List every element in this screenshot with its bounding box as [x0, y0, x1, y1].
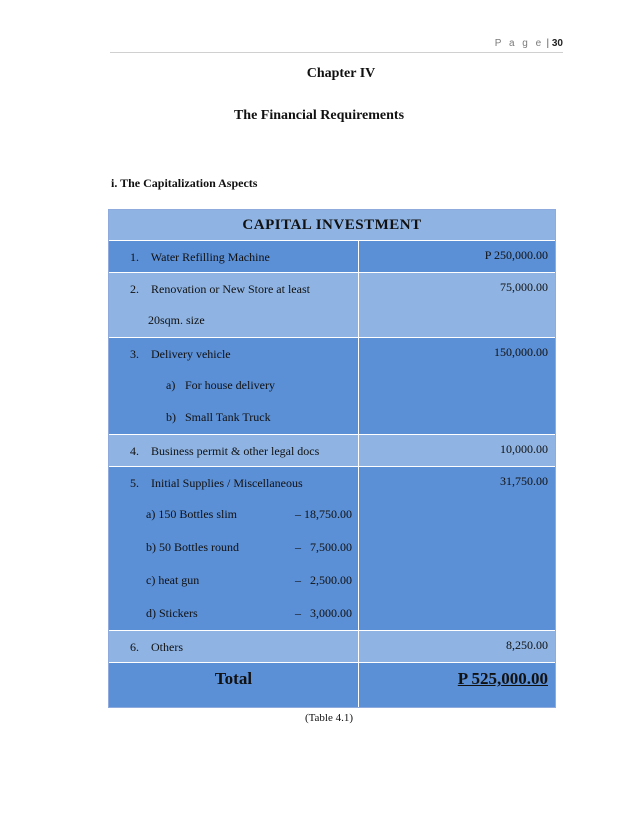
item-cell [109, 467, 359, 630]
sub-item-letter: b) [166, 410, 176, 424]
supply-value: – 18,750.00 [295, 507, 352, 521]
supply-label: d) Stickers [146, 606, 198, 620]
supply-value: – 3,000.00 [295, 606, 352, 620]
supply-label: a) 150 Bottles slim [146, 507, 237, 521]
item-label: Delivery vehicle [151, 347, 231, 361]
supply-label: c) heat gun [146, 573, 200, 587]
supply-item [109, 597, 358, 630]
sub-item [109, 369, 358, 401]
table-title: CAPITAL INVESTMENT [242, 216, 422, 233]
item-number: 3. [130, 347, 139, 361]
supply-value: – 7,500.00 [295, 540, 352, 554]
chapter-subtitle: The Financial Requirements [233, 108, 405, 123]
amount-cell: 75,000.00 [500, 280, 548, 294]
item-number: 5. [130, 476, 139, 490]
section-heading: i. The Capitalization Aspects [111, 176, 258, 190]
item-number: 1. [130, 250, 139, 264]
page-header [495, 38, 563, 49]
total-row [109, 663, 555, 707]
table-row [109, 338, 555, 435]
supply-item [109, 531, 358, 564]
header-rule [110, 52, 563, 53]
item-label: Renovation or New Store at least [151, 282, 310, 296]
table-caption: (Table 4.1) [304, 712, 354, 724]
capital-investment-table [108, 209, 556, 708]
supply-item [109, 564, 358, 597]
item-number: 2. [130, 282, 139, 296]
item-label: Water Refilling Machine [150, 250, 270, 264]
amount-cell: 31,750.00 [500, 474, 548, 488]
total-amount: P 525,000.00 [457, 669, 548, 688]
supply-value: – 2,500.00 [295, 573, 352, 587]
amount-cell: 10,000.00 [500, 442, 548, 456]
table-row [109, 273, 555, 338]
table-row [109, 631, 555, 663]
table-title-row [109, 210, 555, 241]
supply-label: b) 50 Bottles round [146, 540, 239, 554]
item-number: 6. [130, 640, 139, 654]
item-number: 4. [130, 444, 139, 458]
sub-item-label: For house delivery [185, 378, 275, 392]
table-row [109, 467, 555, 631]
table-row [109, 435, 555, 467]
item-cell [109, 241, 359, 272]
item-cell [109, 338, 359, 434]
page-number: 30 [551, 38, 563, 49]
item-label-continued: 20sqm. size [148, 313, 205, 327]
total-label: Total [109, 663, 359, 707]
item-label: Business permit & other legal docs [151, 444, 320, 458]
item-label: Initial Supplies / Miscellaneous [151, 476, 303, 490]
amount-cell: 150,000.00 [494, 345, 548, 359]
item-cell [109, 273, 359, 337]
table-row [109, 241, 555, 273]
sub-item-label: Small Tank Truck [185, 410, 271, 424]
item-cell [109, 435, 359, 466]
item-cell [109, 631, 359, 662]
sub-item-letter: a) [166, 378, 176, 392]
sub-item [109, 401, 358, 434]
amount-cell: 8,250.00 [506, 638, 548, 652]
page-word: P a g e [494, 38, 544, 49]
chapter-title: Chapter IV [306, 66, 376, 81]
item-label: Others [151, 640, 183, 654]
supply-item [109, 498, 358, 531]
amount-cell: P 250,000.00 [484, 248, 548, 262]
page-separator: | [546, 38, 550, 49]
